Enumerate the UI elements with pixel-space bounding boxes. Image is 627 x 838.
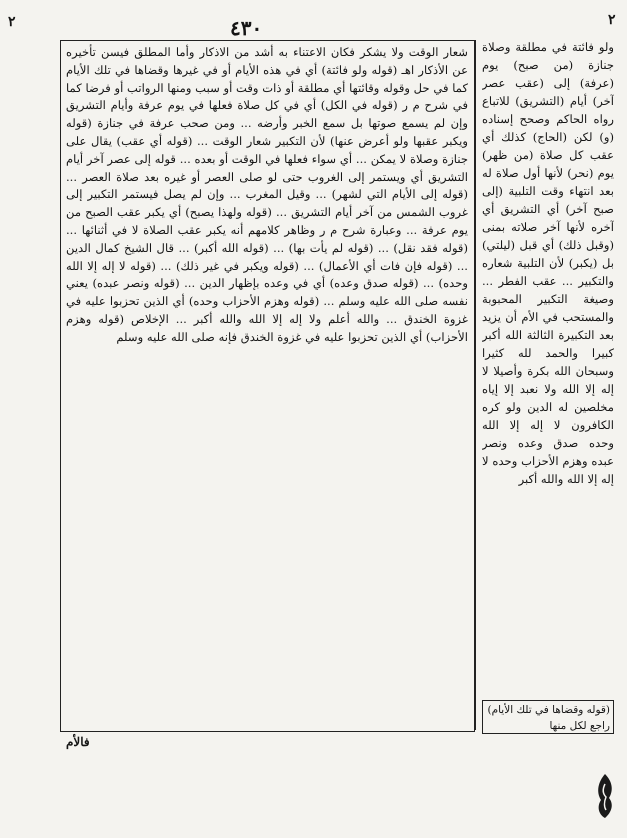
catchword: فالأم <box>66 735 90 749</box>
page-number: ٤٣٠ <box>230 16 263 40</box>
matn-column: ولو فائتة في مطلقة وصلاة جنازة (من صبح) يوم (عرفة) إلى (عقب عصر آخر) أيام (التشريق) للاتباع رواه الحاكم وصحح إسناده (و) لكن (الحاج) كذلك أي عقب كل صلاة (من ظهر) يوم (نحر) لأنها أول صلاة له بعد انتهاء وقت التلبية (إلى صبح آخر) أي التشريق أي آخره لأنها آخر صلاته بمنى (وقبل ذلك) أي قبل (ليلتي) بل (يكبر) لأن التلبية شعاره والتكبير ... عقب الفطر ... وصيغة التكبير المحبوبة والمستحب في الأم أن يزيد بعد التكبيرة الثالثة الله أكبر كبيرا والحمد لله كثيرا وسبحان الله بكرة وأصيلا لا إله إلا الله ولا نعبد إلا إياه مخلصين له الدين ولو كره الكافرون لا إله إلا الله وحده صدق وعده ونصر عبده وهزم الأحزاب وحده لا إله إلا الله والله أكبر <box>482 40 614 486</box>
corner-mark-left: ٢ <box>8 14 16 30</box>
ink-stain-icon <box>592 772 618 820</box>
margin-box: (قوله وقضاها في تلك الأيام) راجع لكل منها <box>482 700 614 734</box>
column-divider <box>474 40 476 730</box>
corner-mark-right: ٢ <box>608 12 616 28</box>
commentary-column: شعار الوقت ولا يشكر فكان الاعتناء به أشد من الاذكار وأما المطلق فيسن تأخيره عن الأذكار اهـ (قوله ولو فائتة) أي في هذه الأيام أو في غيرها وقضاها في تلك الأيام كما في حل وقوله وقائتها أي مطلقة أو ذات وقت أو سبب ومنها الرواتب أو فرضا كما في شرح م ر (قوله في الكل) أي في كل صلاة فعلها في يوم عرفة وأيام التشريق وإن لم يسمع صوتها بل سمع الخبر وأرضه ... ومن صحب عرفة في جنازة (قوله ويكبر عقبها ولو أعرض عنها) لأن التكبير شعار الوقت ... (قوله أي عقب) يقال على جنازة وصلاة لا يمكن ... أي سواء فعلها في الوقت أو بعده ... قوله إلى عصر آخر أيام التشريق أي ويستمر إلى الغروب حتى لو صلى العصر أو غيره بعد صلاة العصر ... (قوله إلى الأيام التي لشهر) ... وقيل المغرب ... وإن لم يصل فيستمر التكبير إلى غروب الشمس من آخر أيام التشريق ... (قوله ولهذا يصبح) أي يكبر عقب الصبح من يوم عرفة ... وعبارة شرح م ر وظاهر كلامهم أنه يكبر عقب الصلاة لا في أثنائها ... (قوله فقد نقل) ... (قوله لم يأت بها) ... (قوله الله أكبر) ... قال الشيخ كمال الدين ... (قوله فإن فات أي الأعمال) ... (قوله ويكبر في غير ذلك) ... (قوله لا إله إلا الله وحده) ... (قوله صدق وعده) أي في وعده بإظهار الدين ... (قوله ونصر عبده) يعني نفسه صلى الله عليه وسلم ... (قوله وهزم الأحزاب وحده) أي الذين تحزبوا عليه في غزوة الخندق ... والله أعلم ولا إله إلا الله والله أكبر ... الإخلاص (قوله وهزم الأحزاب) أي الذين تحزبوا عليه في غزوة الخندق فإنه صلى الله عليه وسلم <box>66 45 468 344</box>
